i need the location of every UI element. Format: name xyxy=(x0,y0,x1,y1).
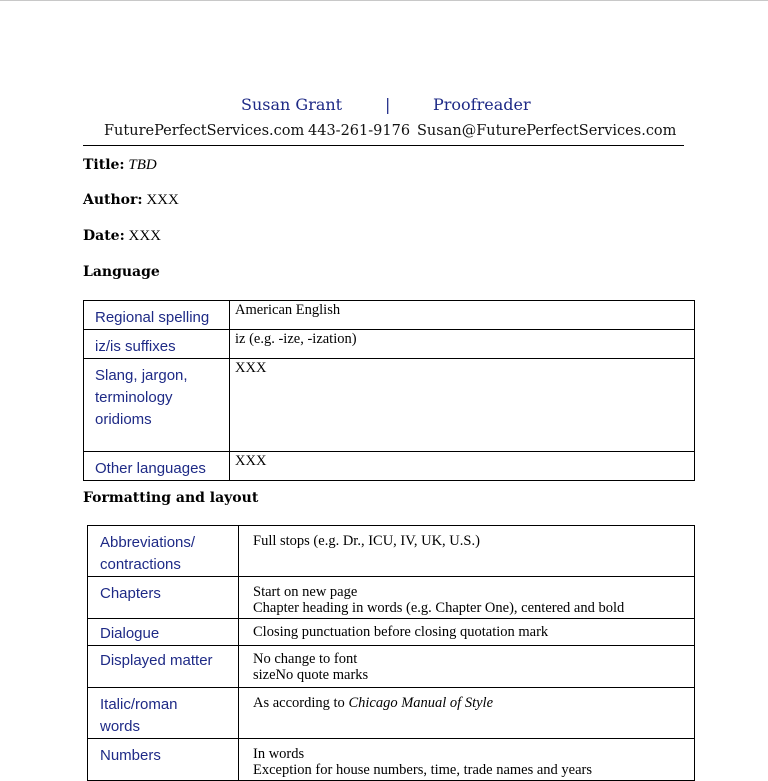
header-email: Susan@FuturePerfectServices.com xyxy=(417,123,677,139)
row-value: XXX xyxy=(230,359,695,452)
header-name: Susan Grant xyxy=(241,95,343,114)
table-row xyxy=(84,330,695,359)
header-website: FuturePerfectServices.com xyxy=(104,123,305,139)
table-row xyxy=(88,526,695,577)
row-label: Italic/roman words xyxy=(88,688,239,739)
row-value: iz (e.g. -ize, -ization) xyxy=(230,330,695,359)
language-table xyxy=(83,300,695,481)
meta-title: Title: TBD xyxy=(83,157,157,173)
row-label: Regional spelling xyxy=(84,301,230,330)
header-phone: 443-261-9176 xyxy=(308,123,411,139)
row-value: Full stops (e.g. Dr., ICU, IV, UK, U.S.) xyxy=(239,526,695,577)
section-heading-formatting: Formatting and layout xyxy=(83,490,259,506)
row-value: American English xyxy=(230,301,695,330)
table-row xyxy=(84,452,695,481)
row-value: Start on new page Chapter heading in words (e.g. Chapter One), centered and bold xyxy=(239,577,695,619)
row-value: XXX xyxy=(230,452,695,481)
row-value: As according to Chicago Manual of Style xyxy=(239,688,695,739)
page-top-border xyxy=(0,0,768,1)
header-role: Proofreader xyxy=(433,95,531,114)
table-row xyxy=(88,739,695,781)
row-label: iz/is suffixes xyxy=(84,330,230,359)
table-row xyxy=(88,577,695,619)
row-label: Chapters xyxy=(88,577,239,619)
formatting-table xyxy=(87,525,695,781)
row-label: Other languages xyxy=(84,452,230,481)
row-label: Slang, jargon, terminology oridioms xyxy=(84,359,230,452)
section-heading-language: Language xyxy=(83,264,160,280)
row-label: Numbers xyxy=(88,739,239,781)
table-row xyxy=(84,359,695,452)
meta-author: Author: XXX xyxy=(83,192,179,208)
row-label: Abbreviations/ contractions xyxy=(88,526,239,577)
table-row xyxy=(88,688,695,739)
table-row xyxy=(84,301,695,330)
row-label: Displayed matter xyxy=(88,646,239,688)
table-row xyxy=(88,619,695,646)
table-row xyxy=(88,646,695,688)
header-separator: | xyxy=(385,95,391,114)
row-value: Closing punctuation before closing quotation mark xyxy=(239,619,695,646)
row-value: In words Exception for house numbers, time, trade names and years xyxy=(239,739,695,781)
row-label: Dialogue xyxy=(88,619,239,646)
header-divider xyxy=(83,145,684,146)
meta-date: Date: XXX xyxy=(83,228,162,244)
row-value: No change to font sizeNo quote marks xyxy=(239,646,695,688)
